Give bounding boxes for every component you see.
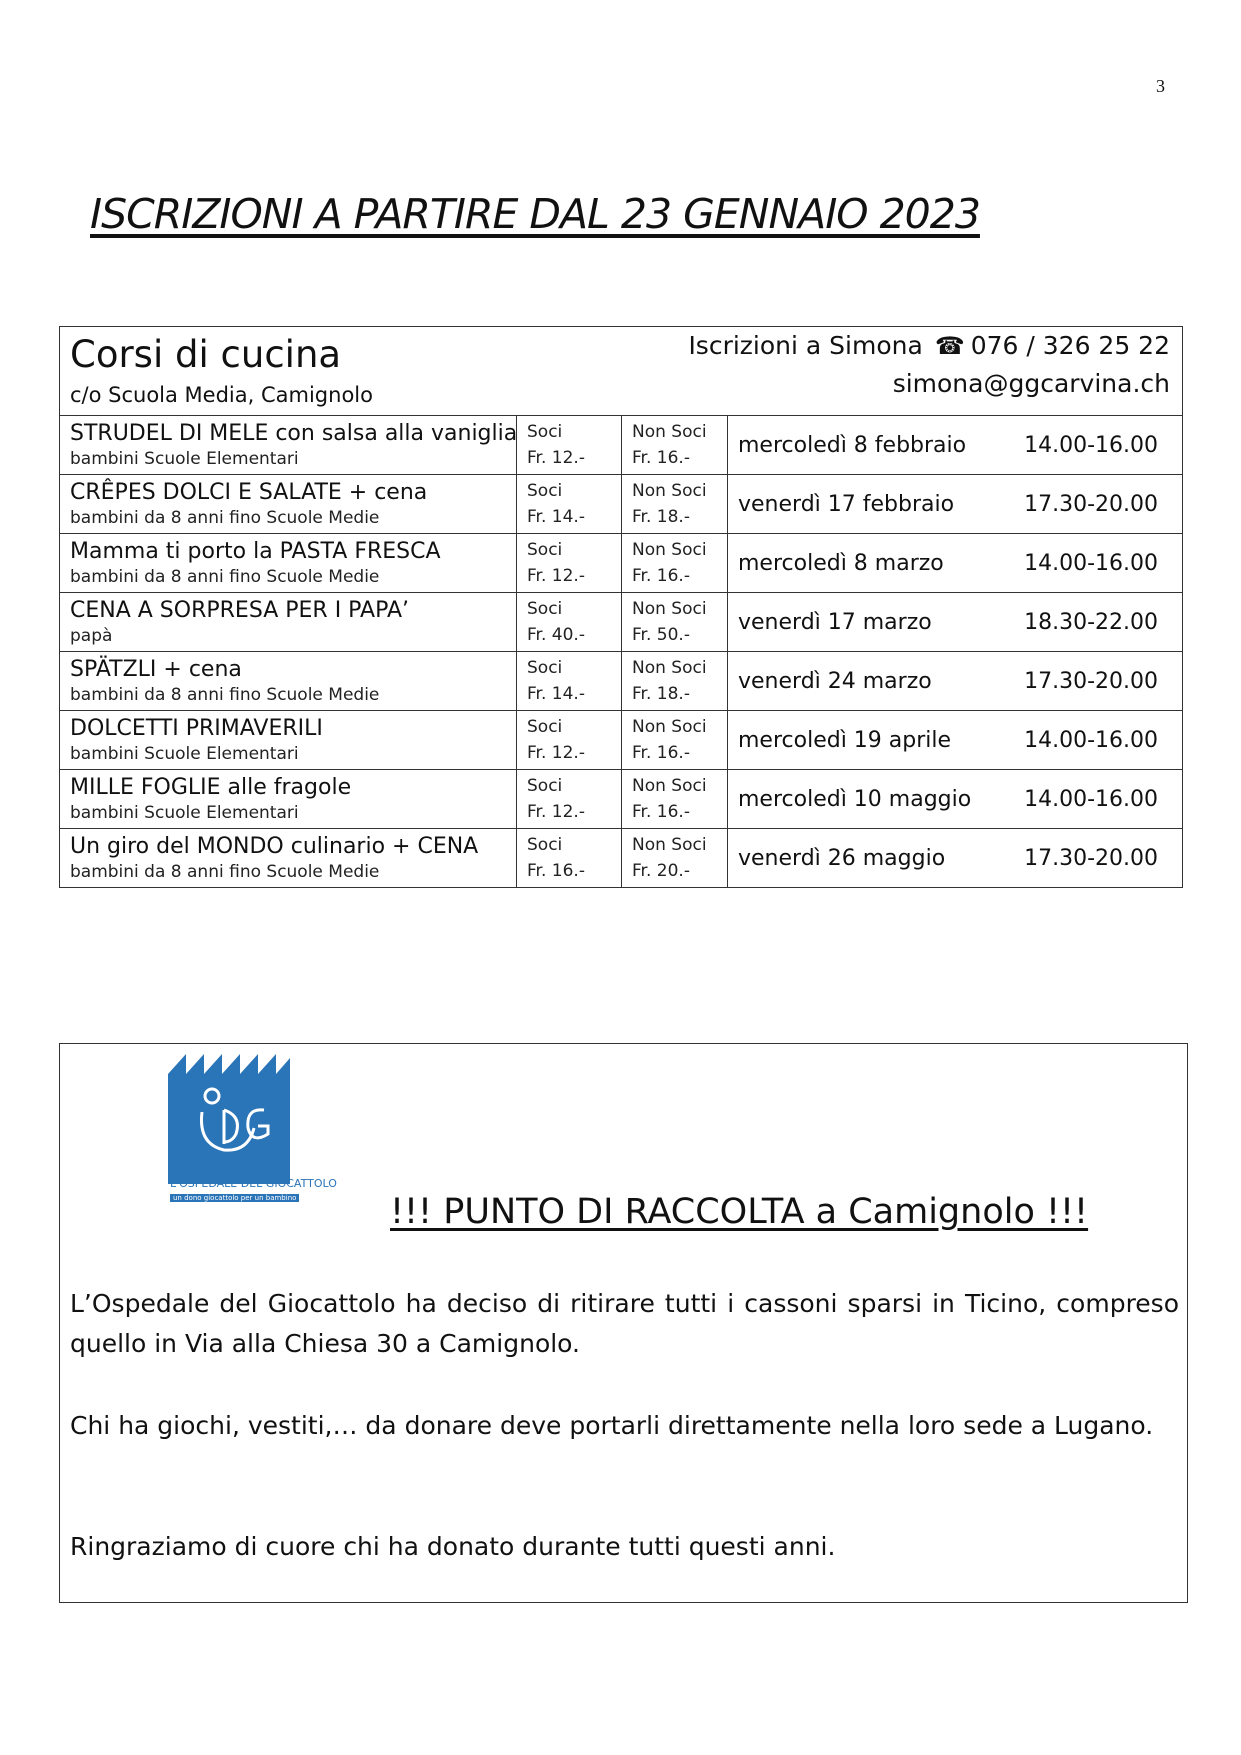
member-price-cell <box>517 475 622 534</box>
member-price: Fr. 12.- <box>527 802 585 822</box>
course-info-cell <box>60 534 517 593</box>
course-name: DOLCETTI PRIMAVERILI <box>70 716 323 741</box>
collection-paragraph-2: Chi ha giochi, vestiti,… da donare deve portarli direttamente nella loro sede a Lugano. <box>70 1411 1154 1440</box>
member-label: Soci <box>527 776 563 796</box>
collection-title: !!! PUNTO DI RACCOLTA a Camignolo !!! <box>390 1192 1089 1232</box>
course-date: venerdì 26 maggio <box>738 845 946 871</box>
course-name: SPÄTZLI + cena <box>70 657 242 682</box>
nonmember-price-cell <box>622 475 728 534</box>
course-target: bambini Scuole Elementari <box>70 449 299 469</box>
courses-table <box>59 326 1183 888</box>
course-info-cell <box>60 593 517 652</box>
course-target: bambini Scuole Elementari <box>70 803 299 823</box>
course-row <box>60 593 1183 652</box>
courses-location: c/o Scuola Media, Camignolo <box>70 383 373 407</box>
member-price: Fr. 12.- <box>527 743 585 763</box>
course-row <box>60 534 1183 593</box>
course-date: mercoledì 8 marzo <box>738 550 944 576</box>
collection-paragraph-3: Ringraziamo di cuore chi ha donato durante tutti questi anni. <box>70 1532 836 1561</box>
date-time-cell <box>728 829 1183 888</box>
course-date: mercoledì 19 aprile <box>738 727 952 753</box>
course-target: bambini da 8 anni fino Scuole Medie <box>70 567 380 587</box>
date-time-cell <box>728 475 1183 534</box>
course-info-cell <box>60 770 517 829</box>
nonmember-price: Fr. 18.- <box>632 684 690 704</box>
course-time: 17.30-20.00 <box>1024 845 1158 871</box>
courses-title: Corsi di cucina <box>70 333 342 376</box>
course-time: 14.00-16.00 <box>1024 727 1158 753</box>
member-price-cell <box>517 534 622 593</box>
course-row <box>60 711 1183 770</box>
nonmember-label: Non Soci <box>632 776 707 796</box>
course-row <box>60 770 1183 829</box>
date-time-cell <box>728 652 1183 711</box>
nonmember-price: Fr. 16.- <box>632 448 690 468</box>
nonmember-label: Non Soci <box>632 540 707 560</box>
nonmember-price: Fr. 50.- <box>632 625 690 645</box>
nonmember-price: Fr. 16.- <box>632 566 690 586</box>
nonmember-price-cell <box>622 534 728 593</box>
course-target: bambini Scuole Elementari <box>70 744 299 764</box>
nonmember-price-cell <box>622 416 728 475</box>
member-price: Fr. 14.- <box>527 507 585 527</box>
course-time: 17.30-20.00 <box>1024 491 1158 517</box>
course-target: bambini da 8 anni fino Scuole Medie <box>70 862 380 882</box>
date-time-cell <box>728 711 1183 770</box>
course-time: 14.00-16.00 <box>1024 786 1158 812</box>
nonmember-label: Non Soci <box>632 422 707 442</box>
date-time-cell <box>728 770 1183 829</box>
course-target: bambini da 8 anni fino Scuole Medie <box>70 508 380 528</box>
contact-line <box>688 331 1170 360</box>
course-date: venerdì 17 marzo <box>738 609 932 635</box>
member-label: Soci <box>527 481 563 501</box>
courses-header <box>60 327 1183 416</box>
member-price: Fr. 14.- <box>527 684 585 704</box>
nonmember-label: Non Soci <box>632 658 707 678</box>
course-time: 18.30-22.00 <box>1024 609 1158 635</box>
member-label: Soci <box>527 599 563 619</box>
member-label: Soci <box>527 658 563 678</box>
member-label: Soci <box>527 422 563 442</box>
course-name: Un giro del MONDO culinario + CENA <box>70 834 479 859</box>
date-time-cell <box>728 593 1183 652</box>
contact-label: Iscrizioni a Simona <box>688 331 923 360</box>
course-info-cell <box>60 829 517 888</box>
nonmember-label: Non Soci <box>632 835 707 855</box>
course-row <box>60 652 1183 711</box>
course-info-cell <box>60 711 517 770</box>
nonmember-price-cell <box>622 829 728 888</box>
collection-paragraph-1: L’Ospedale del Giocattolo ha deciso di ritirare tutti i cassoni sparsi in Ticino, compreso quello in Via alla Chiesa 30 a Camignolo. <box>70 1289 1179 1358</box>
main-title: ISCRIZIONI A PARTIRE DAL 23 GENNAIO 2023 <box>90 190 980 238</box>
logo-caption: L'OSPEDALE DEL GIOCATTOLO <box>170 1177 337 1190</box>
course-time: 17.30-20.00 <box>1024 668 1158 694</box>
course-name: CENA A SORPRESA PER I PAPA’ <box>70 598 409 623</box>
member-price: Fr. 16.- <box>527 861 585 881</box>
member-price-cell <box>517 593 622 652</box>
nonmember-label: Non Soci <box>632 481 707 501</box>
member-label: Soci <box>527 717 563 737</box>
course-time: 14.00-16.00 <box>1024 432 1158 458</box>
collection-box <box>59 1043 1188 1603</box>
nonmember-price: Fr. 18.- <box>632 507 690 527</box>
nonmember-label: Non Soci <box>632 717 707 737</box>
nonmember-price: Fr. 16.- <box>632 743 690 763</box>
course-target: papà <box>70 626 113 646</box>
nonmember-price-cell <box>622 593 728 652</box>
member-price-cell <box>517 652 622 711</box>
course-name: STRUDEL DI MELE con salsa alla vaniglia <box>70 421 518 446</box>
course-date: mercoledì 8 febbraio <box>738 432 967 458</box>
course-name: Mamma ti porto la PASTA FRESCA <box>70 539 441 564</box>
nonmember-price: Fr. 20.- <box>632 861 690 881</box>
telephone-icon: ☎ <box>934 332 965 360</box>
member-price: Fr. 12.- <box>527 448 585 468</box>
course-row <box>60 829 1183 888</box>
contact-email: simona@ggcarvina.ch <box>892 369 1170 398</box>
member-label: Soci <box>527 835 563 855</box>
course-info-cell <box>60 475 517 534</box>
nonmember-price-cell <box>622 770 728 829</box>
course-date: venerdì 17 febbraio <box>738 491 955 517</box>
course-row <box>60 475 1183 534</box>
courses-header-row <box>60 327 1183 416</box>
course-info-cell <box>60 416 517 475</box>
course-date: mercoledì 10 maggio <box>738 786 972 812</box>
nonmember-price-cell <box>622 652 728 711</box>
nonmember-label: Non Soci <box>632 599 707 619</box>
date-time-cell <box>728 416 1183 475</box>
page-number: 3 <box>1156 76 1165 96</box>
course-info-cell <box>60 652 517 711</box>
member-price-cell <box>517 829 622 888</box>
course-name: CRÊPES DOLCI E SALATE + cena <box>70 480 428 505</box>
course-time: 14.00-16.00 <box>1024 550 1158 576</box>
nonmember-price: Fr. 16.- <box>632 802 690 822</box>
logo-tagline: un dono giocattolo per un bambino <box>170 1194 299 1202</box>
member-label: Soci <box>527 540 563 560</box>
member-price: Fr. 40.- <box>527 625 585 645</box>
member-price: Fr. 12.- <box>527 566 585 586</box>
nonmember-price-cell <box>622 711 728 770</box>
phone-number: 076 / 326 25 22 <box>970 331 1170 360</box>
member-price-cell <box>517 770 622 829</box>
course-row <box>60 416 1183 475</box>
member-price-cell <box>517 711 622 770</box>
course-name: MILLE FOGLIE alle fragole <box>70 775 352 800</box>
member-price-cell <box>517 416 622 475</box>
course-date: venerdì 24 marzo <box>738 668 932 694</box>
date-time-cell <box>728 534 1183 593</box>
course-target: bambini da 8 anni fino Scuole Medie <box>70 685 380 705</box>
